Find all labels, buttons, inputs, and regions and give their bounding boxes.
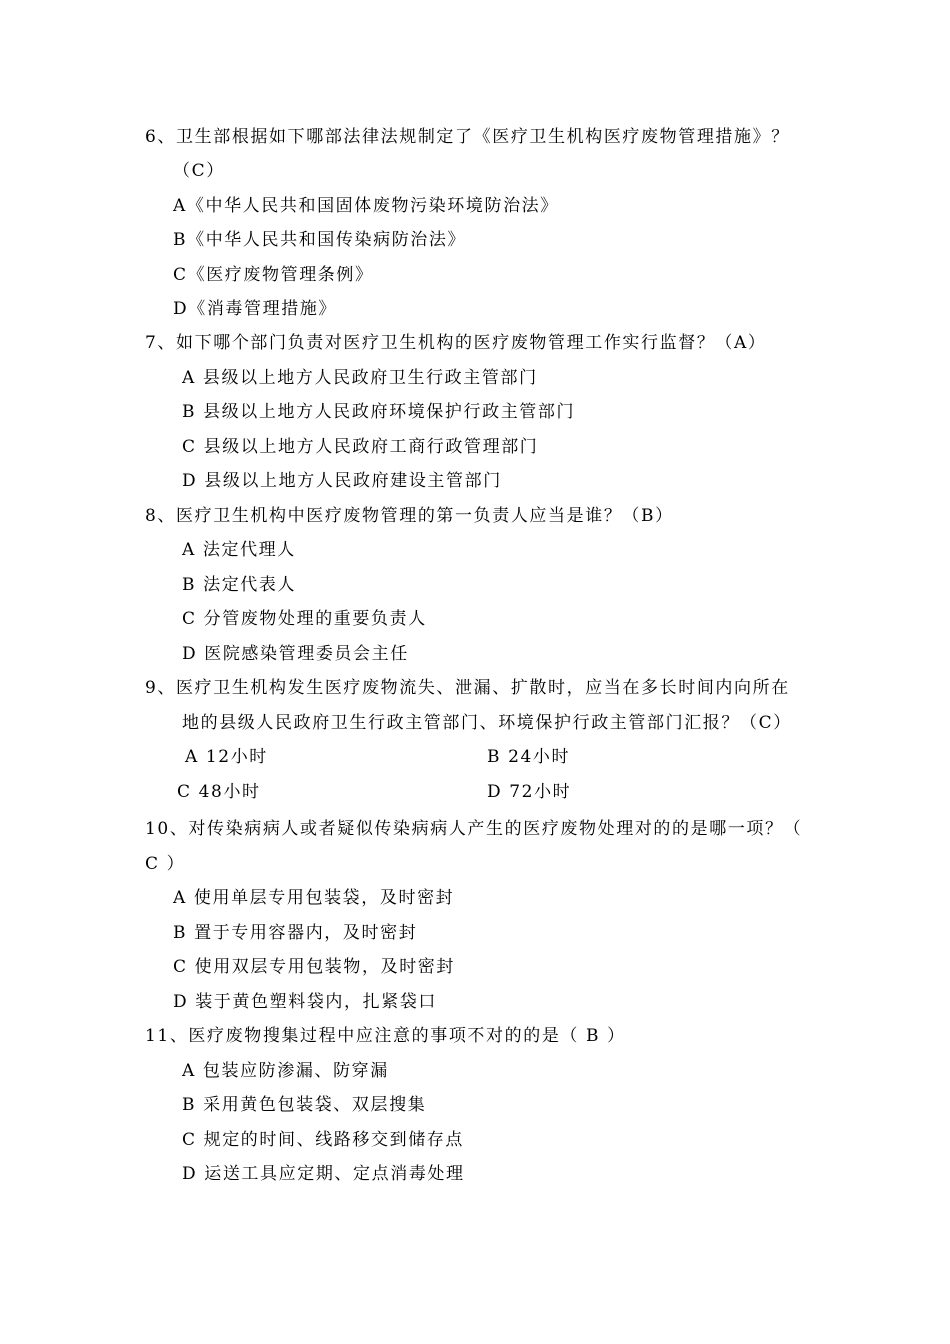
question-6-option-b: B《中华人民共和国传染病防治法》 — [173, 230, 467, 250]
question-10-text: 10、对传染病病人或者疑似传染病病人产生的医疗废物处理对的的是哪一项？（ — [145, 819, 803, 839]
question-10-option-a: A 使用单层专用包装袋，及时密封 — [173, 888, 455, 908]
question-9-option-a: A 12小时 — [185, 747, 268, 767]
question-9-text: 9、医疗卫生机构发生医疗废物流失、泄漏、扩散时，应当在多长时间内向所在 — [145, 678, 790, 698]
question-11-option-c: C 规定的时间、线路移交到储存点 — [182, 1130, 465, 1150]
question-6-option-a: A《中华人民共和国固体废物污染环境防治法》 — [173, 196, 559, 216]
question-9-option-c: C 48小时 — [177, 782, 261, 802]
question-6-answer: （C） — [173, 161, 225, 181]
question-8-option-a: A 法定代理人 — [182, 540, 296, 560]
question-11-option-a: A 包装应防渗漏、防穿漏 — [182, 1061, 389, 1081]
question-7-option-c: C 县级以上地方人民政府工商行政管理部门 — [182, 437, 539, 457]
question-6-text: 6、卫生部根据如下哪部法律法规制定了《医疗卫生机构医疗废物管理措施》？ — [145, 127, 790, 147]
question-6-option-d: D《消毒管理措施》 — [173, 299, 338, 319]
question-8-option-b: B 法定代表人 — [182, 575, 297, 595]
question-7-option-d: D 县级以上地方人民政府建设主管部门 — [182, 471, 502, 491]
question-10-option-c: C 使用双层专用包装物，及时密封 — [173, 957, 456, 977]
question-8-option-d: D 医院感染管理委员会主任 — [182, 644, 409, 664]
question-11-option-d: D 运送工具应定期、定点消毒处理 — [182, 1164, 465, 1184]
question-9-option-d: D 72小时 — [487, 782, 572, 802]
question-10-answer: C ） — [145, 854, 186, 874]
question-11-text: 11、医疗废物搜集过程中应注意的事项不对的的是（ B ） — [145, 1026, 626, 1046]
question-10-option-d: D 装于黄色塑料袋内，扎紧袋口 — [173, 992, 438, 1012]
question-7-option-b: B 县级以上地方人民政府环境保护行政主管部门 — [182, 402, 576, 422]
question-7-option-a: A 县级以上地方人民政府卫生行政主管部门 — [182, 368, 538, 388]
question-6-option-c: C《医疗废物管理条例》 — [173, 265, 374, 285]
question-8-option-c: C 分管废物处理的重要负责人 — [182, 609, 427, 629]
question-9-option-b: B 24小时 — [487, 747, 571, 767]
question-10-option-b: B 置于专用容器内，及时密封 — [173, 923, 418, 943]
question-11-option-b: B 采用黄色包装袋、双层搜集 — [182, 1095, 427, 1115]
question-7-text: 7、如下哪个部门负责对医疗卫生机构的医疗废物管理工作实行监督？（A） — [145, 333, 767, 353]
question-8-text: 8、医疗卫生机构中医疗废物管理的第一负责人应当是谁？（B） — [145, 506, 674, 526]
question-9-text-continued: 地的县级人民政府卫生行政主管部门、环境保护行政主管部门汇报？（C） — [182, 713, 792, 733]
